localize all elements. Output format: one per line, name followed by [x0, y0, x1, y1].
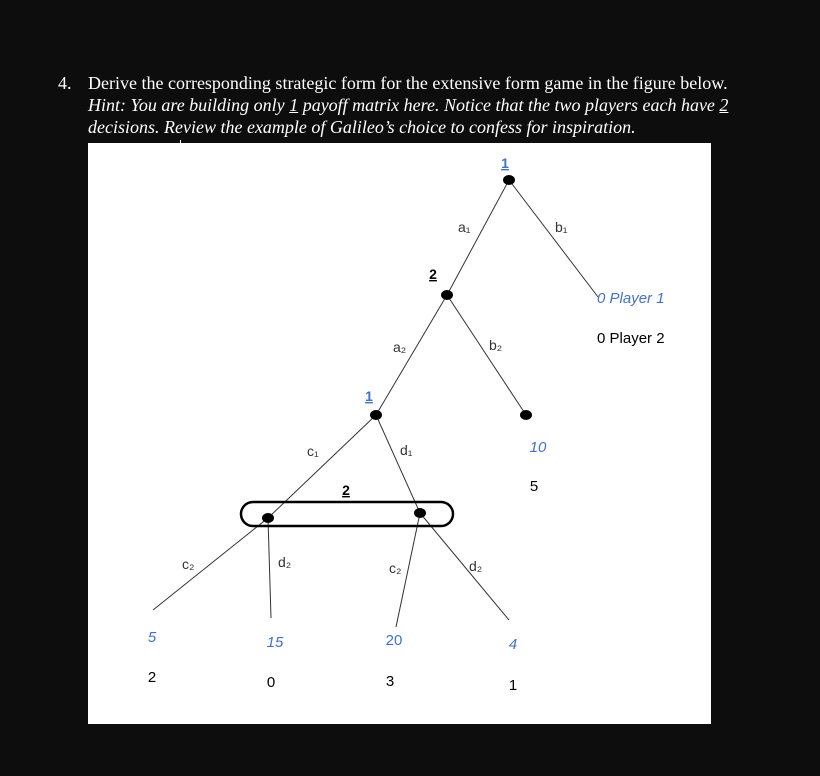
hint-prefix: Hint: You are building only: [88, 95, 290, 115]
payoff-b2-player2: 5: [529, 478, 539, 495]
edge-b1: [509, 180, 598, 297]
hint-middle: payoff matrix here. Notice that the two players each have: [298, 95, 720, 115]
edge-c2-left: [153, 518, 268, 610]
edge-d2-right: [420, 513, 509, 620]
action-d1: d₁: [400, 442, 413, 458]
payoff-d1d2-player1: 4: [508, 636, 518, 653]
question-text: [58, 72, 798, 138]
payoff-c1c2-player2: 2: [147, 669, 157, 686]
edge-a1: [447, 180, 509, 295]
action-a2: a₂: [393, 339, 407, 355]
payoff-d1c2-player1: 20: [385, 632, 403, 649]
hint-one: 1: [289, 95, 299, 115]
game-tree-svg: [88, 143, 711, 724]
payoff-b1-player2: 0 Player 2: [597, 330, 665, 347]
node-infoset-right: [414, 508, 426, 518]
player-label-second: 2: [429, 266, 437, 282]
payoff-c1c2-player1: 5: [147, 629, 157, 646]
action-d2-left: d₂: [278, 554, 292, 570]
action-a1: a₁: [458, 219, 471, 235]
node-root: [503, 175, 515, 185]
action-c2-left: c₂: [182, 556, 195, 572]
action-b2: b₂: [489, 337, 503, 353]
node-player1-second: [370, 410, 382, 420]
question-line-1: Derive the corresponding strategic form for the extensive form game in the figure below.: [88, 73, 728, 93]
player-label-third: 1: [365, 388, 373, 404]
player-label-infoset: 2: [342, 482, 350, 498]
question-hint: [88, 94, 798, 116]
node-terminal-b2: [520, 410, 532, 420]
edge-d1: [376, 415, 420, 513]
payoff-c1d2-player1: 15: [266, 634, 284, 651]
tree-edges: [153, 180, 598, 627]
question-number: 4.: [58, 73, 72, 93]
payoff-d1c2-player2: 3: [385, 673, 395, 690]
node-player2: [441, 290, 453, 300]
hint-two: 2: [719, 95, 729, 115]
edge-b2: [447, 295, 526, 415]
question-line-3: decisions. Review the example of Galileo’s choice to confess for inspiration.: [88, 117, 636, 137]
game-tree-figure: [88, 143, 711, 724]
action-c1: c₁: [307, 443, 319, 459]
payoff-d1d2-player2: 1: [508, 677, 518, 694]
payoff-b1-player1: 0 Player 1: [597, 290, 665, 307]
action-c2-right: c₂: [389, 560, 402, 576]
edge-a2: [376, 295, 447, 415]
player-label-root: 1: [501, 155, 509, 171]
action-b1: b₁: [555, 219, 568, 235]
payoff-c1d2-player2: 0: [266, 674, 276, 691]
payoff-b2-player1: 10: [529, 439, 547, 456]
edge-d2-left: [268, 518, 271, 618]
node-infoset-left: [262, 513, 274, 523]
action-d2-right: d₂: [469, 558, 483, 574]
action-labels: [182, 219, 568, 576]
